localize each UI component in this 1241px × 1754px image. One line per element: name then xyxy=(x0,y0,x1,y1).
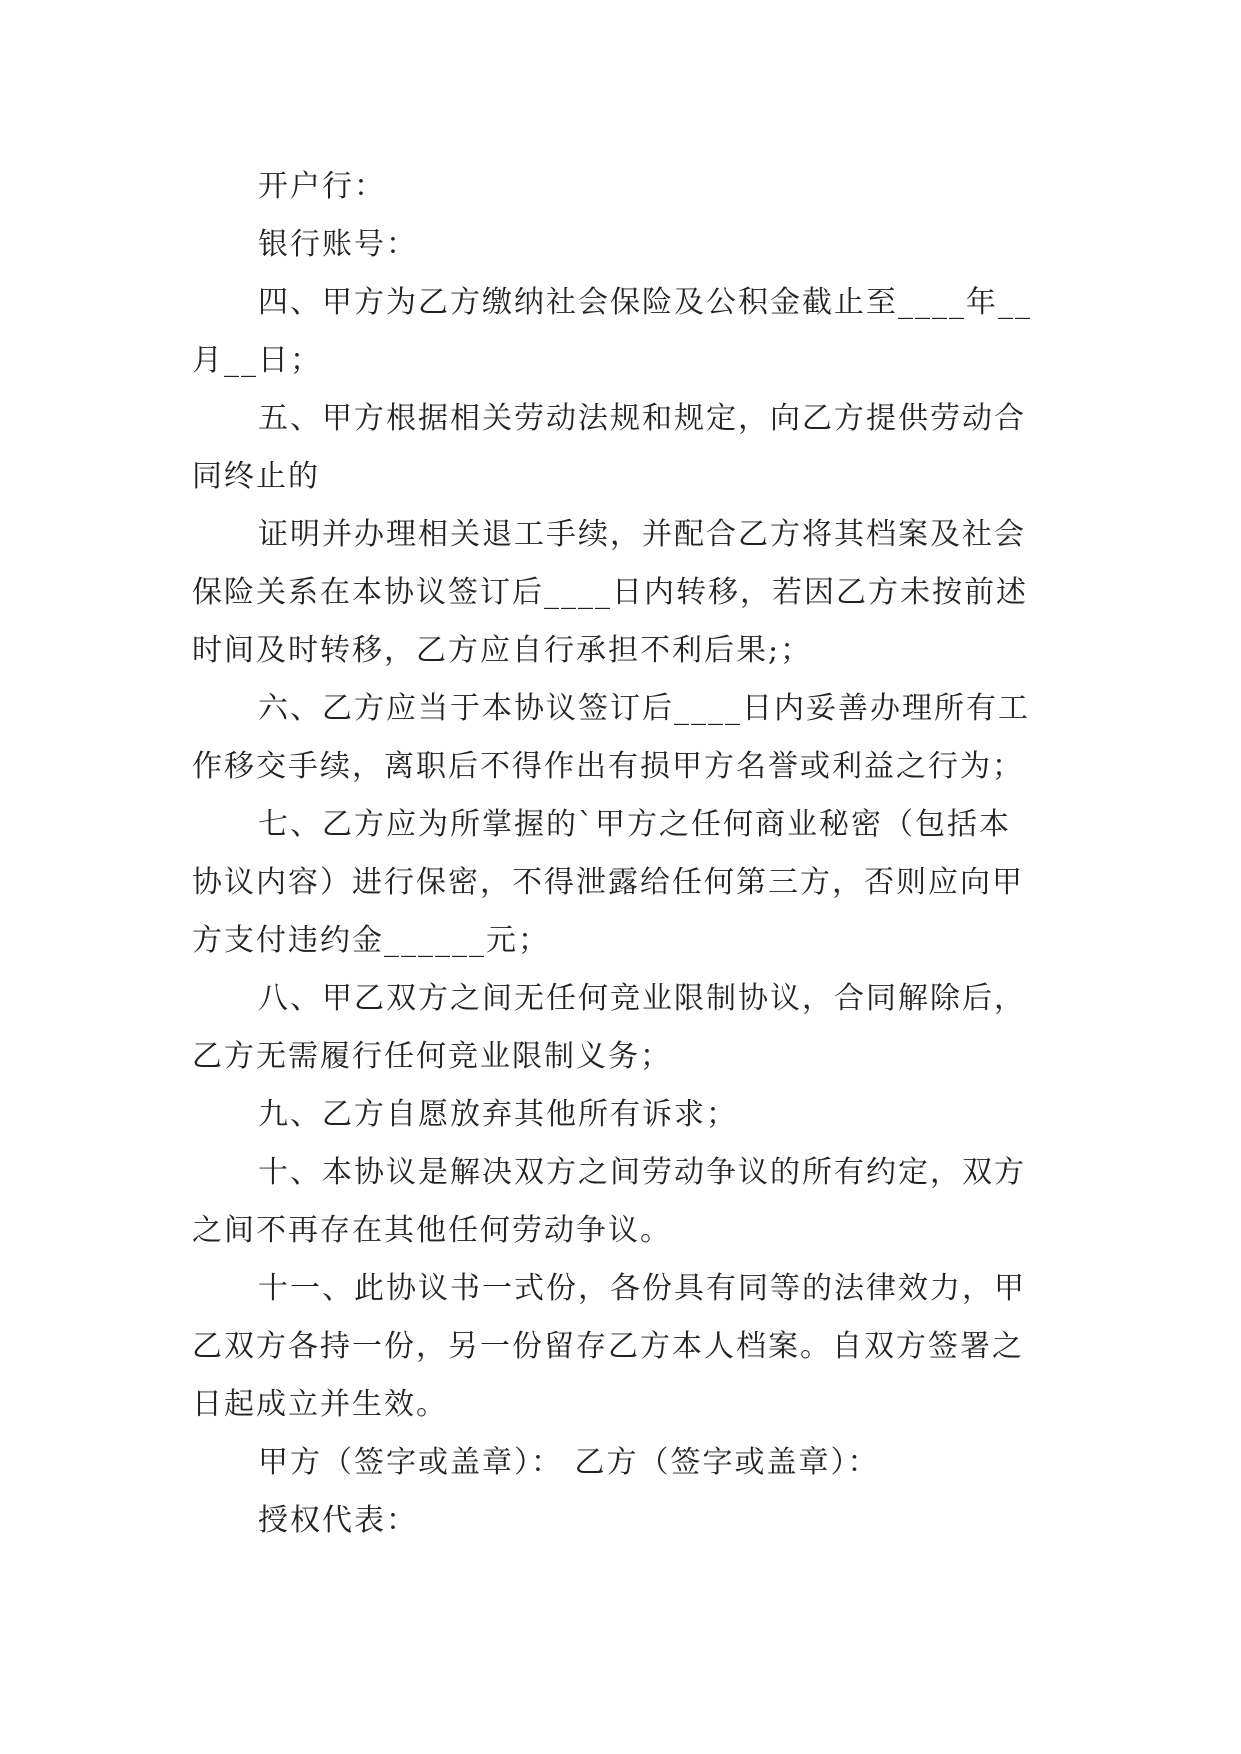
text-line: 五、甲方根据相关劳动法规和规定，向乙方提供劳动合 xyxy=(258,401,1026,436)
text-line: 乙方无需履行任何竞业限制义务； xyxy=(192,1039,672,1074)
document-body xyxy=(192,158,1092,1550)
text-line: 九、乙方自愿放弃其他所有诉求； xyxy=(258,1097,738,1132)
text-line: 八、甲乙双方之间无任何竞业限制协议，合同解除后， xyxy=(258,981,1026,1016)
text-line: 四、甲方为乙方缴纳社会保险及公积金截止至____年__ xyxy=(258,285,1032,320)
text-line: 日起成立并生效。 xyxy=(192,1387,448,1422)
text-line: 之间不再存在其他任何劳动争议。 xyxy=(192,1213,672,1248)
text-line: 六、乙方应当于本协议签订后____日内妥善办理所有工 xyxy=(258,691,1030,726)
text-line: 乙双方各持一份，另一份留存乙方本人档案。自双方签署之 xyxy=(192,1329,1024,1364)
text-line: 时间及时转移，乙方应自行承担不利后果;； xyxy=(192,633,813,668)
text-line: 证明并办理相关退工手续，并配合乙方将其档案及社会 xyxy=(258,517,1026,552)
text-line: 作移交手续，离职后不得作出有损甲方名誉或利益之行为； xyxy=(192,749,1024,784)
text-line: 十、本协议是解决双方之间劳动争议的所有约定，双方 xyxy=(258,1155,1026,1190)
text-line: 同终止的 xyxy=(192,459,320,494)
text-line: 开户行： xyxy=(258,169,386,204)
text-line: 月__日； xyxy=(192,343,322,378)
text-line: 协议内容）进行保密，不得泄露给任何第三方，否则应向甲 xyxy=(192,865,1024,900)
text-line: 方支付违约金______元； xyxy=(192,923,550,958)
text-line: 银行账号： xyxy=(258,227,418,262)
text-line: 保险关系在本协议签订后____日内转移，若因乙方未按前述 xyxy=(192,575,1028,610)
text-line: 十一、此协议书一式份，各份具有同等的法律效力，甲 xyxy=(258,1271,1026,1306)
text-line: 授权代表： xyxy=(258,1503,418,1538)
text-line: 七、乙方应为所掌握的`甲方之任何商业秘密（包括本 xyxy=(258,807,1011,842)
text-line: 甲方（签字或盖章）： 乙方（签字或盖章）： xyxy=(258,1445,880,1480)
